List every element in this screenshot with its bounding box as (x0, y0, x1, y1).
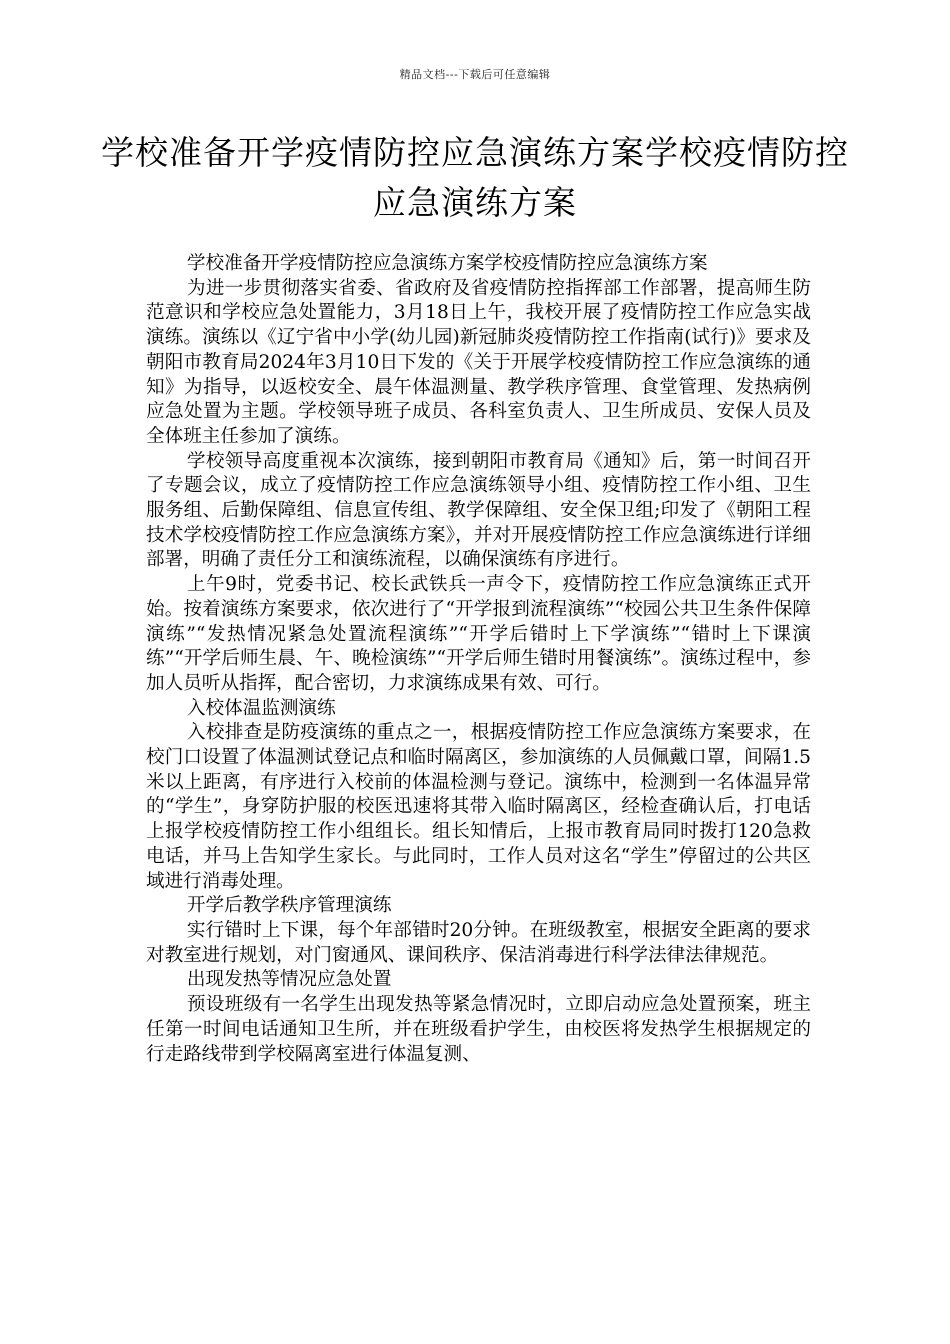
paragraph-background: 为进一步贯彻落实省委、省政府及省疫情防控指挥部工作部署，提高师生防范意识和学校应急处置能力，3月18日上午，我校开展了疫情防控工作应急实战演练。演练以《辽宁省中小学(幼儿园)新冠肺炎疫情防控工作指南(试行)》要求及朝阳市教育局2024年3月10日下发的《关于开展学校疫情防控工作应急演练的通知》为指导，以返校安全、晨午体温测量、教学秩序管理、食堂管理、发热病例应急处置为主题。学校领导班子成员、各科室负责人、卫生所成员、安保人员及全体班主任参加了演练。 (146, 277, 811, 447)
document-title: 学校准备开学疫情防控应急演练方案学校疫情防控应急演练方案 (101, 133, 849, 222)
document-body (146, 252, 811, 1067)
paragraph-drill-start: 上午9时，党委书记、校长武铁兵一声令下，疫情防控工作应急演练正式开始。按着演练方案要求，依次进行了“开学报到流程演练”“校园公共卫生条件保障演练”“发热情况紧急处置流程演练”“开学后错时上下学演练”“错时上下课演练”“开学后师生晨、午、晚检演练”“开学后师生错时用餐演练”。演练过程中，参加人员听从指挥，配合密切，力求演练成果有效、可行。 (146, 574, 811, 694)
intro-paragraph: 学校准备开学疫情防控应急演练方案学校疫情防控应急演练方案 (186, 253, 708, 274)
paragraph-organization: 学校领导高度重视本次演练，接到朝阳市教育局《通知》后，第一时间召开了专题会议，成立了疫情防控工作应急演练领导小组、疫情防控工作小组、卫生服务组、后勤保障组、信息宣传组、教学保障组、安全保卫组;印发了《朝阳工程技术学校疫情防控工作应急演练方案》，并对开展疫情防控工作应急演练进行详细部署，明确了责任分工和演练流程，以确保演练有序进行。 (146, 450, 811, 571)
paragraph-fever: 预设班级有一名学生出现发热等紧急情况时，立即启动应急处置预案，班主任第一时间电话通知卫生所，并在班级看护学生，由校医将发热学生根据规定的行走路线带到学校隔离室进行体温复测、 (146, 994, 811, 1065)
section-heading-fever: 出现发热等情况应急处置 (186, 969, 392, 991)
paragraph-temperature: 入校排查是防疫演练的重点之一，根据疫情防控工作应急演练方案要求，在校门口设置了体温测试登记点和临时隔离区，参加演练的人员佩戴口罩，间隔1.5米以上距离，有序进行入校前的体温检测与登记。演练中，检测到一名体温异常的“学生”，身穿防护服的校医迅速将其带入临时隔离区，经检查确认后，打电话上报学校疫情防控工作小组组长。组长知情后，上报市教育局同时拨打120急救电话，并马上告知学生家长。与此同时，工作人员对这名“学生”停留过的公共区域进行消毒处理。 (146, 722, 811, 892)
paragraph-teaching-order: 实行错时上下课，每个年部错时20分钟。在班级教室，根据安全距离的要求对教室进行规划，对门窗通风、课间秩序、保洁消毒进行科学法律法律规范。 (146, 919, 811, 966)
header-note: 精品文档---下载后可任意编辑 (399, 68, 551, 81)
section-heading-teaching-order: 开学后教学秩序管理演练 (186, 895, 392, 917)
section-heading-temperature: 入校体温监测演练 (186, 697, 336, 719)
